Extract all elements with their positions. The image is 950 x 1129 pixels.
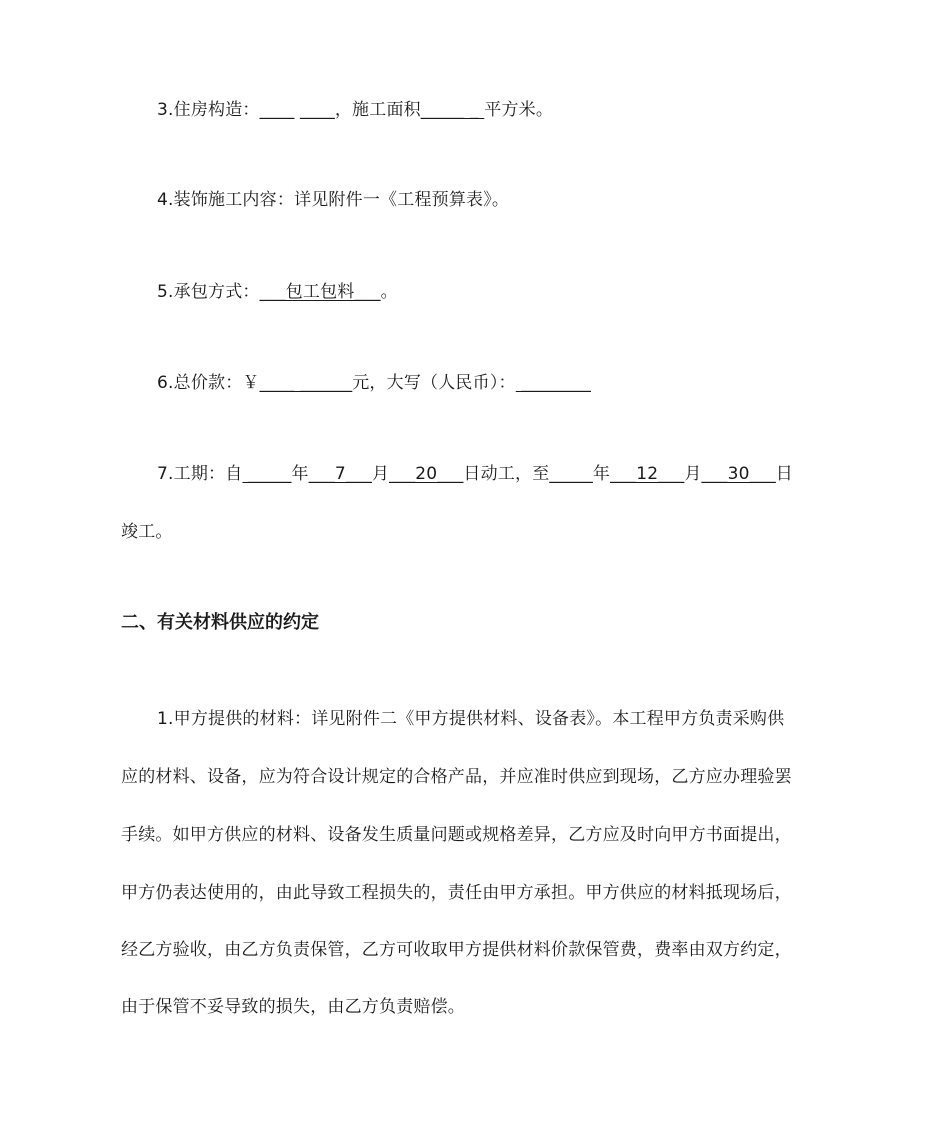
paragraph-line xyxy=(157,707,784,731)
paragraph-line xyxy=(121,765,792,789)
clause-4-text: 4.装饰施工内容：详见附件一《工程预算表》。 xyxy=(157,190,510,210)
paragraph-text: 由于保管不妥导致的损失，由乙方负责赔偿。 xyxy=(121,997,465,1017)
housing-structure-blank-2: ____ xyxy=(300,100,335,120)
year-label: 年 xyxy=(291,464,309,484)
paragraph-text: 应的材料、设备，应为符合设计规定的合格产品，并应准时供应到现场，乙方应办理验罢 xyxy=(121,767,792,787)
start-month-value: ___7___ xyxy=(308,464,372,484)
amount-in-words-blank: ________ xyxy=(515,373,591,393)
contract-method-value: ___包工包料___ xyxy=(259,282,381,302)
paragraph-line xyxy=(121,938,792,962)
clause-3-label: 3.住房构造： xyxy=(157,100,260,120)
clause-5-label: 5.承包方式： xyxy=(157,282,260,302)
start-day-value: ___20___ xyxy=(389,464,464,484)
section-2-heading xyxy=(121,610,319,636)
clause-5-end: 。 xyxy=(380,282,398,302)
year-label: 年 xyxy=(592,464,611,484)
area-unit: 平方米。 xyxy=(484,100,554,120)
housing-structure-blank-1: ____ xyxy=(259,100,295,120)
paragraph-text: 1.甲方提供的材料：详见附件二《甲方提供材料、设备表》。本工程甲方负责采购供 xyxy=(157,709,785,729)
month-label: 月 xyxy=(371,464,390,484)
clause-6-total-price xyxy=(157,371,591,395)
paragraph-line xyxy=(121,995,465,1019)
construction-area-label: ，施工面积 xyxy=(334,100,421,120)
end-day-value: ___30___ xyxy=(701,464,776,484)
paragraph-text: 手续。如甲方供应的材料、设备发生质量问题或规格差异，乙方应及时向甲方书面提出， xyxy=(121,825,792,845)
construction-area-blank: _____ _ xyxy=(420,100,485,120)
clause-5-contract-method xyxy=(157,280,398,304)
paragraph-line xyxy=(121,881,792,905)
amount-in-words-label: 元，大写（人民币）： xyxy=(352,373,516,393)
end-year-blank: _____ xyxy=(549,464,593,484)
clause-4-decoration-content xyxy=(157,188,509,212)
clause-7-continuation xyxy=(121,520,173,544)
clause-3-housing-structure xyxy=(157,98,553,122)
clause-7-schedule xyxy=(157,462,793,486)
clause-6-label: 6.总价款：￥ xyxy=(157,373,260,393)
paragraph-text: 甲方仍表达使用的，由此导致工程损失的，责任由甲方承担。甲方供应的材料抵现场后， xyxy=(121,883,792,903)
start-end-label: 日动工，至 xyxy=(463,464,550,484)
total-price-blank: ____ ______ xyxy=(259,373,353,393)
start-year-blank: _____ xyxy=(242,464,292,484)
paragraph-line xyxy=(121,823,792,847)
paragraph-text: 经乙方验收，由乙方负责保管，乙方可收取甲方提供材料价款保管费，费率由双方约定， xyxy=(121,940,792,960)
clause-7-label: 7.工期：自 xyxy=(157,464,243,484)
completion-text: 竣工。 xyxy=(121,522,173,542)
month-label: 月 xyxy=(684,464,702,484)
day-label: 日 xyxy=(775,464,793,484)
section-2-title: 二、有关材料供应的约定 xyxy=(121,612,319,633)
end-month-value: ___12___ xyxy=(610,464,685,484)
